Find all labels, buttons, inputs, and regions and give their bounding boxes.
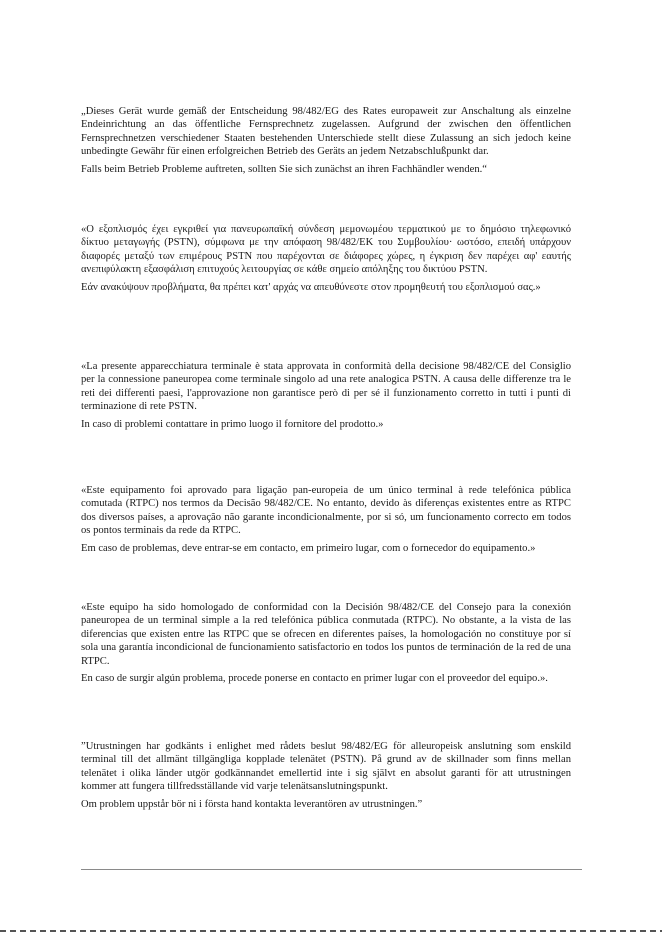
page-edge-mark <box>0 930 662 932</box>
german-notice <box>81 105 571 180</box>
portuguese-notice-contact: Em caso de problemas, deve entrar-se em contacto, em primeiro lugar, com o fornecedor do equipamento.» <box>81 542 536 554</box>
greek-notice <box>81 223 571 298</box>
portuguese-notice <box>81 484 571 559</box>
german-notice-contact: Falls beim Betrieb Probleme auftreten, sollten Sie sich zunächst an ihren Fachhändler wenden.“ <box>81 163 487 175</box>
swedish-notice <box>81 740 571 815</box>
footer-divider <box>81 869 582 870</box>
italian-notice-body: «La presente apparecchiatura terminale è stata approvata in conformità della decisione 98/482/CE del Consiglio per la connessione paneuropea come terminale singolo ad una rete analogica PSTN. A causa delle differenze tra le reti dei differenti paesi, l'approvazione non garantisce però di per sé il funzionamento corretto in tutti i punti di terminazione di rete PSTN. <box>81 361 571 413</box>
spanish-notice-body: «Este equipo ha sido homologado de conformidad con la Decisión 98/482/CE del Consejo para la conexión paneuropea de un terminal simple a la red telefónica pública conmutada (RTPC). No obstante, a la vista de las diferencias que existen entre las RTPC que se ofrecen en diferentes países, la homologación no constituye por sí sola una garantía incondicional de funcionamiento satisfactorio en todos los puntos de terminación de la red de una RTPC. <box>81 602 571 667</box>
greek-notice-body: «Ο εξοπλισμός έχει εγκριθεί για πανευρωπαϊκή σύνδεση μεμονωμέου τερματικού με το δημόσιο τηλεφωνικό δίκτυο μεταγωγής (PSTN), σύμφωνα με την απόφαση 98/482/ΕΚ του Συμβουλίου· ωστόσο, επειδή υπάρχουν διαφορές μεταξύ των επιμέρους PSTN που παρέχονται σε διάφορες χώρες, η έγκριση δεν παρέχει αφ' εαυτής ανεπιφύλακτη εξασφάλιση επιτυχούς λειτουργίας σε κάθε σημείο απόληξης του δικτύου PSTN. <box>81 224 571 276</box>
spanish-notice <box>81 601 571 689</box>
italian-notice <box>81 360 571 435</box>
italian-notice-contact: In caso di problemi contattare in primo luogo il fornitore del prodotto.» <box>81 418 384 430</box>
swedish-notice-contact: Om problem uppstår bör ni i första hand kontakta leverantören av utrustningen.” <box>81 798 423 810</box>
portuguese-notice-body: «Este equipamento foi aprovado para ligação pan-europeia de um único terminal à rede telefónica pública comutada (RTPC) nos termos da Decisão 98/482/CE. No entanto, devido às diferenças existentes entre as RTPC dos diversos países, a aprovação não garante incondicionalmente, por si só, um funcionamento correcto em todos os pontos terminais da rede da RTPC. <box>81 485 571 537</box>
german-notice-body: „Dieses Gerät wurde gemäß der Entscheidung 98/482/EG des Rates europaweit zur Anschaltung als einzelne Endeinrichtung an das öffentliche Fernsprechnetz zugelassen. Aufgrund der zwischen den öffentlichen Fernsprechnetzen verschiedener Staaten bestehenden Unterschiede stellt diese Zulassung an sich jedoch keine unbedingte Gewähr für einen erfolgreichen Betrieb des Geräts an jedem Netzabschlußpunkt dar. <box>81 106 571 158</box>
spanish-notice-contact: En caso de surgir algún problema, procede ponerse en contacto en primer lugar con el proveedor del equipo.». <box>81 673 548 685</box>
greek-notice-contact: Εάν ανακύψουν προβλήματα, θα πρέπει κατ' αρχάς να απευθύνεστε στον προμηθευτή του εξοπλισμού σας.» <box>81 281 541 293</box>
swedish-notice-body: ”Utrustningen har godkänts i enlighet med rådets beslut 98/482/EG för alleuropeisk anslutning som enskild terminal till det allmänt tillgängliga kopplade telenätet (PSTN). På grund av de skillnader som finns mellan telenätet i olika länder utgör godkännandet emellertid inte i sig självt en absolut garanti för att utrustningen kommer att fungera tillfredsställande vid varje telenätsanslutningspunkt. <box>81 741 571 793</box>
